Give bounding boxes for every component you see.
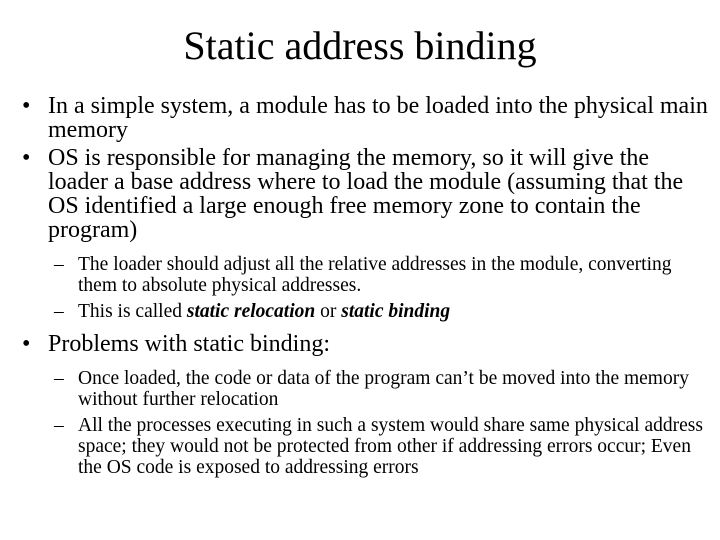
sub-list <box>22 254 712 322</box>
sub-bullet-text: The loader should adjust all the relative addresses in the module, converting them to absolute physical addresses. <box>78 254 672 296</box>
sub-bullet-text: Once loaded, the code or data of the program can’t be moved into the memory without further relocation <box>78 368 689 410</box>
sub-bullet-item <box>22 415 712 478</box>
emphasis-static-relocation: static relocation <box>186 301 316 322</box>
emphasis-static-binding: static binding <box>341 301 451 322</box>
bullet-text: Problems with static binding: <box>48 331 330 357</box>
sub-list <box>22 368 712 478</box>
sub-bullet-text: All the processes executing in such a system would share same physical address space; they would not be protected from other if addressing errors occur; Even the OS code is exposed to addressing errors <box>78 415 703 478</box>
bullet-item <box>22 146 712 242</box>
bullet-icon: • <box>22 93 31 119</box>
bullet-item <box>22 94 712 142</box>
bullet-icon: • <box>22 145 31 171</box>
sub-bullet-text-middle: or <box>315 301 342 322</box>
sub-bullet-text-before: This is called <box>78 301 187 322</box>
dash-icon: – <box>54 415 64 436</box>
slide-content <box>22 94 712 488</box>
sub-bullet-item <box>22 368 712 410</box>
dash-icon: – <box>54 254 64 275</box>
slide-title: Static address binding <box>183 23 537 68</box>
bullet-text: OS is responsible for managing the memory, so it will give the loader a base address where to load the module (assuming that the OS identified a large enough free memory zone to contain the program) <box>48 145 684 243</box>
dash-icon: – <box>54 301 64 322</box>
dash-icon: – <box>54 368 64 389</box>
bullet-item <box>22 332 712 356</box>
sub-bullet-item <box>22 301 712 322</box>
sub-bullet-item <box>22 254 712 296</box>
bullet-text: In a simple system, a module has to be loaded into the physical main memory <box>48 93 708 143</box>
bullet-icon: • <box>22 331 31 357</box>
